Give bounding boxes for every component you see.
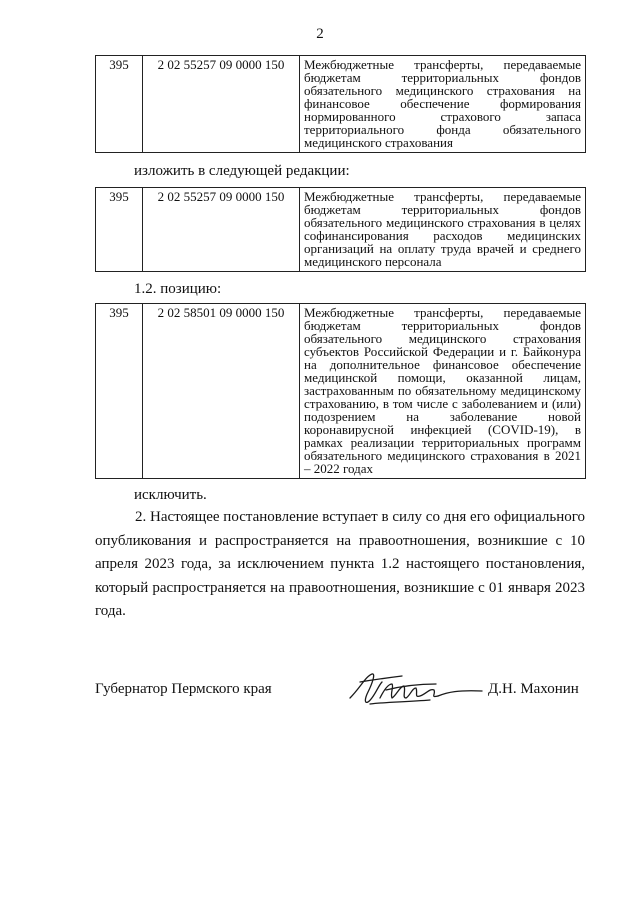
code-table-excluded [95,303,586,479]
paragraph-2: 2. Настоящее постановление вступает в силу со дня его официального опубликования и распространяется на правоотношения, возникшие с 10 апреля 2023 года, за исключением пункта 1.2 настоящего постановления, который распространяется на правоотношения, возникшие с 01 января 2023 года. [95,509,585,619]
signatory-name: Д.Н. Махонин [488,681,579,697]
page-number: 2 [316,26,324,42]
table-row [96,188,586,272]
table-row [96,56,586,153]
admin-code-cell: 395 [96,304,143,479]
budget-code-cell: 2 02 58501 09 0000 150 [143,304,300,479]
code-table-original [95,55,586,153]
instruction-exclude: исключить. [134,487,207,503]
admin-code-cell: 395 [96,188,143,272]
code-table-new-edition [95,187,586,272]
instruction-position: 1.2. позицию: [134,281,222,297]
description-cell: Межбюджетные трансферты, передаваемые бюджетам территориальных фондов обязательного медицинского страхования субъектов Российской Федерации и г. Байконура на дополнительное финансовое обеспечение медицинской помощи, оказанной лицам, застрахованным по обязательному медицинскому страхованию, в том числе с заболеванием и (или) подозрением на заболевание новой коронавирусной инфекцией (COVID-19), в рамках реализации территориальных программ обязательного медицинского страхования в 2021 – 2022 годах [300,304,586,479]
description-cell: Межбюджетные трансферты, передаваемые бюджетам территориальных фондов обязательного медицинского страхования в целях софинансирования расходов медицинских организаций на оплату труда врачей и среднего медицинского персонала [300,188,586,272]
handwritten-signature [346,668,486,710]
signatory-position: Губернатор Пермского края [95,681,272,697]
table-row [96,304,586,479]
budget-code-cell: 2 02 55257 09 0000 150 [143,188,300,272]
admin-code-cell: 395 [96,56,143,153]
instruction-new-edition: изложить в следующей редакции: [134,163,350,179]
description-cell: Межбюджетные трансферты, передаваемые бюджетам территориальных фондов обязательного медицинского страхования на финансовое обеспечение формирования нормированного страхового запаса территориального фонда обязательного медицинского страхования [300,56,586,153]
budget-code-cell: 2 02 55257 09 0000 150 [143,56,300,153]
